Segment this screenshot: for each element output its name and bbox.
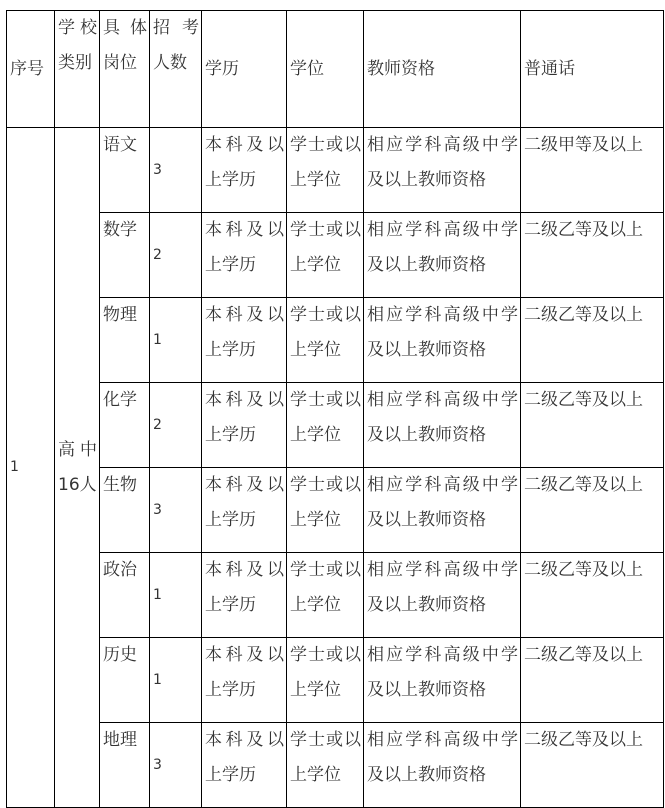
- header-row: [7, 11, 664, 128]
- teacher-qualification-cell: 相应学科高级中学及以上教师资格: [364, 128, 521, 213]
- mandarin-cell: 二级乙等及以上: [521, 553, 664, 638]
- recruitment-table: [6, 10, 664, 808]
- table-row: [7, 723, 664, 808]
- school-type-cell: 高中16人: [55, 128, 100, 808]
- mandarin-cell: 二级乙等及以上: [521, 723, 664, 808]
- header-education: 学历: [202, 11, 287, 128]
- education-cell: 本科及以上学历: [202, 383, 287, 468]
- position-cell: 历史: [100, 638, 150, 723]
- count-cell: 3: [150, 468, 202, 553]
- position-cell: 化学: [100, 383, 150, 468]
- count-cell: 1: [150, 638, 202, 723]
- teacher-qualification-cell: 相应学科高级中学及以上教师资格: [364, 213, 521, 298]
- degree-cell: 学士或以上学位: [287, 723, 364, 808]
- count-cell: 3: [150, 723, 202, 808]
- serial-cell: 1: [7, 128, 55, 808]
- mandarin-cell: 二级乙等及以上: [521, 298, 664, 383]
- teacher-qualification-cell: 相应学科高级中学及以上教师资格: [364, 383, 521, 468]
- header-serial: 序号: [7, 11, 55, 128]
- degree-cell: 学士或以上学位: [287, 468, 364, 553]
- table-row: [7, 128, 664, 213]
- header-degree: 学位: [287, 11, 364, 128]
- degree-cell: 学士或以上学位: [287, 128, 364, 213]
- teacher-qualification-cell: 相应学科高级中学及以上教师资格: [364, 468, 521, 553]
- table-row: [7, 638, 664, 723]
- header-teacher-qualification: 教师资格: [364, 11, 521, 128]
- position-cell: 生物: [100, 468, 150, 553]
- count-cell: 1: [150, 553, 202, 638]
- header-school-type: 学校类别: [55, 11, 100, 128]
- mandarin-cell: 二级乙等及以上: [521, 383, 664, 468]
- position-cell: 数学: [100, 213, 150, 298]
- teacher-qualification-cell: 相应学科高级中学及以上教师资格: [364, 638, 521, 723]
- degree-cell: 学士或以上学位: [287, 298, 364, 383]
- mandarin-cell: 二级甲等及以上: [521, 128, 664, 213]
- education-cell: 本科及以上学历: [202, 468, 287, 553]
- degree-cell: 学士或以上学位: [287, 638, 364, 723]
- header-mandarin: 普通话: [521, 11, 664, 128]
- degree-cell: 学士或以上学位: [287, 383, 364, 468]
- teacher-qualification-cell: 相应学科高级中学及以上教师资格: [364, 553, 521, 638]
- education-cell: 本科及以上学历: [202, 638, 287, 723]
- header-position: 具 体岗位: [100, 11, 150, 128]
- table-row: [7, 213, 664, 298]
- position-cell: 语文: [100, 128, 150, 213]
- mandarin-cell: 二级乙等及以上: [521, 468, 664, 553]
- mandarin-cell: 二级乙等及以上: [521, 213, 664, 298]
- teacher-qualification-cell: 相应学科高级中学及以上教师资格: [364, 723, 521, 808]
- count-cell: 2: [150, 213, 202, 298]
- teacher-qualification-cell: 相应学科高级中学及以上教师资格: [364, 298, 521, 383]
- table-row: [7, 383, 664, 468]
- degree-cell: 学士或以上学位: [287, 553, 364, 638]
- education-cell: 本科及以上学历: [202, 213, 287, 298]
- table-row: [7, 298, 664, 383]
- count-cell: 3: [150, 128, 202, 213]
- education-cell: 本科及以上学历: [202, 128, 287, 213]
- table-row: [7, 468, 664, 553]
- education-cell: 本科及以上学历: [202, 298, 287, 383]
- education-cell: 本科及以上学历: [202, 553, 287, 638]
- header-count: 招 考人数: [150, 11, 202, 128]
- table-row: [7, 553, 664, 638]
- education-cell: 本科及以上学历: [202, 723, 287, 808]
- count-cell: 2: [150, 383, 202, 468]
- degree-cell: 学士或以上学位: [287, 213, 364, 298]
- count-cell: 1: [150, 298, 202, 383]
- position-cell: 政治: [100, 553, 150, 638]
- position-cell: 物理: [100, 298, 150, 383]
- mandarin-cell: 二级乙等及以上: [521, 638, 664, 723]
- position-cell: 地理: [100, 723, 150, 808]
